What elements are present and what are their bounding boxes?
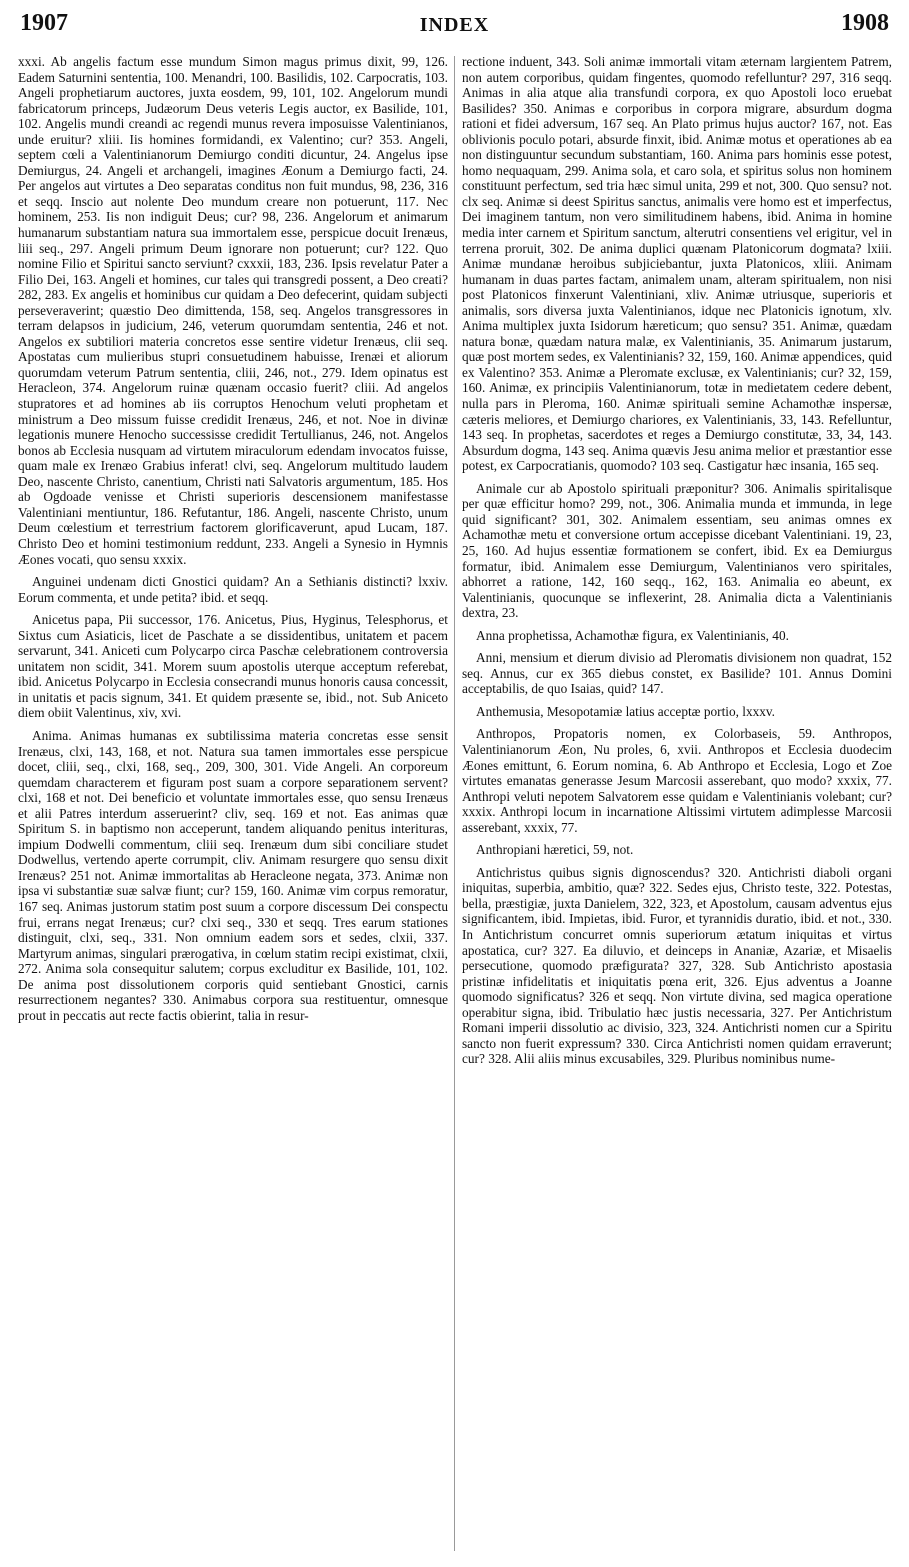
index-entry: Anni, mensium et dierum divisio ad Pleromatis divisionem non quadrat, 152 seq. Annus, cur ex 365 diebus constet, ex Basilide? 101. Annus Domini acceptabilis, de quo Isaias, quid? 147. xyxy=(462,650,892,697)
left-column xyxy=(18,54,448,1559)
page-number-left: 1907 xyxy=(20,10,68,36)
index-entry: Antichristus quibus signis dignoscendus? 320. Antichristi diaboli organi iniquitas, superbia, ambitio, quæ? 322. Sedes ejus, Christo teste, 322. Potestas, bella, præstigiæ, juxta Danielem, 322, 323, et Apostolum, causam adventus ejus significantem, ibid. Impietas, ibid. Furor, et tyrannidis duratio, ibid. et not., 330. In Antichristum concurret omnis superiorum ætatum iniquitas et virtus apostatica, cur? 327. Ea diluvio, et deinceps in Ananiæ, Azariæ, et Misaelis persecutione, quomodo præfigurata? 327, 328. Sub Antichristo apostasia pristinæ infidelitatis et iniquitatis pœna erit, 326. Ejus adventus a Joanne quomodo significatus? 326 et seqq. Non virtute divina, sed magica operatione operabitur signa, ibid. Tribulatio hæc justis necessaria, 327. Per Antichristum Romani imperii dissolutio ac divisio, 323, 324. Antichristi nomen cur a Spiritu sancto non fuerit expressum? 330. Circa Antichristi nomen quidam erraverunt; cur? 328. Alii aliis minus excusabiles, 329. Pluribus nominibus nume- xyxy=(462,864,892,1067)
page-number-right: 1908 xyxy=(841,10,889,36)
index-entry: Anthropos, Propatoris nomen, ex Colorbaseis, 59. Anthropos, Valentinianorum Æon, Nu proles, 6, xvii. Anthropos et Ecclesia duodecim Æones emittunt, 6. Eorum nomina, 6. Ab Anthropo et Ecclesia, Logo et Zoe virtutes emanatas generasse Jesum Marcosii asserebant, quo modo? xxxix, 77. Anthropi veluti nepotem Salvatorem esse quidam e Valentinianis volebant; cur? xxxix. Anthropi locum in incarnatione Altissimi virtutem adimplesse Marcosii asserebant, xxxix, 77. xyxy=(462,726,892,835)
index-entry: Animale cur ab Apostolo spirituali præponitur? 306. Animalis spiritalisque per quæ efficitur homo? 299, not., 306. Animalia munda et immunda, in lege quid significant? 301, 302. Animalem essentiam, seu animas omnes ex Achamothæ metu et conversione ortum accepisse dicebant Valentiniani. 19, 23, 25, 160. Ad hujus essentiæ formationem se confert, ibid. Ex ea Demiurgus formatur, ibid. Animalem esse Demiurgum, Valentinianos vero spiritales, abhorret a ratione, 142, 160 seqq., 162, 163. Animalia eo abeunt, ex Valentinianis, quocunque se inflexerint, 28. Animalia dicta a Valentinianis dextra, 23. xyxy=(462,480,892,621)
index-entry: rectione induent, 343. Soli animæ immortali vitam æternam largientem Patrem, non autem corporibus, quidam fingentes, quomodo refelluntur? 297, 316 seqq. Animas in alia atque alia transfundi corpora, ex quo Apostoli loco eruebat Basilides? 350. Animas e corporibus in corpora migrare, absurdum dogma rationi et fidei adversum, 167 seq. An Plato primus hujus auctor? 167, not. Eas oblivionis poculo potari, absurde finxit, ibid. Animæ motus et operationes ab ea non distinguuntur secundum substantiam, 160. Anima pars hominis esse potest, homo nequaquam, 299. Anima sola, et caro sola, et spiritus solus non hominem constituunt perfectum, sed tria hæc simul unita, 299 et not, 300. Quo sensu? not. clx seq. Animæ si deest Spiritus sanctus, animalis vere homo est et imperfectus, Dei imaginem tantum, non vero similitudinem habens, ibid. Anima in homine media inter carnem et Spiritum sanctum, alterutri consentiens vel erigitur, vel in terrena proruit, 302. De anima duplici quænam Platonicorum dogmata? lxiii. Animæ mundanæ heroibus subjiciebantur, juxta Platonicos, xliii. Animam humanam in duas partes factam, animalem unam, alteram spiritualem, non nisi post Platonicos finxerunt Valentiniani, xliv. Animæ utriusque, superioris et animalis, sors diversa juxta Valentinianos, idque nec Platonicis ignotum, xlv. Anima multiplex juxta Isidorum hæreticum; quo sensu? 351. Animæ, quædam natura bonæ, quædam natura malæ, ex Valentinianis, 35. Animarum justarum, quæ post mortem sedes, ex Valentinianis? 32, 159, 160. Animæ appendices, quid ex Valentino? 353. Animæ a Pleromate exclusæ, ex Valentinianis; cur? 32, 159, 160. Animæ, ex principiis Valentinianorum, totæ in medietatem cedere debent, nulla pars in Pleroma, 160. Animæ spirituali semine Achamothæ inspersæ, cæteris meliores, et Demiurgo chariores, ex Valentinianis, 33, 143. Refelluntur, 143 seq. In prophetas, sacerdotes et reges a Demiurgo constitutæ, 33, 34, 143. Absurdum dogma, 143 seq. Anima quævis Jesu anima melior et præstantior esse potest, ex Carpocratianis, quomodo? 103 seq. Castigatur hæc insania, 165 seq. xyxy=(462,54,892,474)
index-entry: xxxi. Ab angelis factum esse mundum Simon magus primus dixit, 99, 126. Eadem Saturnini sententia, 100. Menandri, 100. Basilidis, 102. Carpocratis, 103. Angeli prophetiarum auctores, juxta eosdem, 99, 101, 102. Angelorum mundi fabricatorum princeps, Judæorum Deus veteris Legis auctor, ex Basilide, 101, 102. Angelis mundi creandi ac regendi munus revera imposuisse Valentinianos, unde eruitur? xliii. Iis homines formidandi, ex Valentino; cur? 353. Angeli, septem cœli a Valentinianorum Demiurgo conditi dicuntur, 24. Angelus ipse Demiurgus, 24. Angeli et archangeli, imagines Æonum a Demiurgo facti, 24. Per angelos aut virtutes a Deo separatas conditus non fuit mundus, 98, 236, 316 et seqq. Inscio aut nolente Deo mundum creare non potuerunt, 117. Nec hominem, 253. Iis non indiguit Deus; cur? 98, 236. Angelorum et animarum humanarum substantiam natura sua immortalem esse, perspicue docuit Irenæus, liii seq., 297. Angeli primum Deum ignorare non potuerunt; cur? 122. Quo nomine Filio et Spiritui sancto serviunt? cxxxii, 183, 236. Ipsis revelatur Pater a Filio Dei, 163. Angeli et homines, cur tales qui transgredi possent, a Deo creati? 282, 283. Ex angelis et hominibus cur quidam a Deo defecerint, quidam subjecti perseveraverint; quæstio Deo dimittenda, 158, seq. Angelos transgressores in terram delapsos in judicium, 246, veterum quorumdam sententia, 246 et not. Angelos ex subtiliori materia concretos esse sentire videtur Irenæus, clii seq. Apostatas cum mulieribus stupri consuetudinem habuisse, Irenæi et aliorum quorumdam veterum Patrum sententia, cliii, 246, not., 279. Idem opinatus est Heracleon, 374. Angelorum ruinæ quænam occasio fuerit? cliii. Ad angelos stupratores et ad homines ab iis corruptos Henochum veluti prophetam et ministrum a Deo missum fuisse credidit Irenæus, 246, et not. Noe in divinæ legationis munere Henocho successisse credidit Tertullianus, 246, not. Angelos bonos ab Ecclesia nusquam ad virtutem miraculorum edendam invocatos fuisse, quam male ex Irenæo Grabius inferat! clvi, seq. Angelorum multitudo laudem Deo, nascente Christo, canentium, Christi nati Salvatoris argumentum, 185. Hos ab Ogdoade venisse et Christi superioris descensionem manifestasse Valentiniani mentiuntur, 186. Refutantur, 186. Angeli, nascente Christo, unum Deum cœlestium et terrestrium factorem glorificaverunt, apud Lucam, 187. Christo Deo et homini testimonium reddunt, 233. Angeli a Synesio in Hymnis Æones vocati, quo sensu xxxix. xyxy=(18,54,448,567)
column-divider xyxy=(454,56,455,1551)
index-entry: Anima. Animas humanas ex subtilissima materia concretas esse sensit Irenæus, clxi, 143, 168, et not. Natura sua tamen immortales esse perspicue docet, cliii, seq., clxi, 168, seq., 209, 300, 301. Vide Angeli. An corporeum quemdam characterem et figuram post suam a corpore separationem servent? clxi, 168 et not. Dei beneficio et voluntate immortales esse, quo sensu Irenæus et alii Patres interdum asseruerint? cliv, seq. 169 et not. Eas animas quæ Spiritum S. in baptismo non acceperunt, tandem aliquando penitus interituras, impium Dodwelli commentum, cliii seq. Irenæum dum sibi conciliare studet Dodwellus, vertendo aperte corrumpit, cliv. Animam resurgere quo sensu dixit Irenæus? 251 not. Animæ immortalitas ab Heracleone negata, 373. Animæ non ipsa vi substantiæ suæ salvæ fiunt; cur? 159, 160. Animæ vim corpus remoratur, 167 seq. Animas justorum statim post suum a corpore discessum Dei conspectu frui, errans negat Irenæus; cur? clxi seq., 330 et seqq. Tres earum stationes distinguit, clxi, seq., 331. Non omnium eadem sors et sedes, clxii, 337. Martyrum animas, singulari prærogativa, in cœlum statim recipi existimat, clxii, 272. Anima sola consequitur salutem; corpus excluditur ex Basilide, 101, 102. De anima post dissolutionem corporis quid sentiebant Gnostici, carnis resurrectionem negantes? 330. Animabus corpora sua restituentur, omnesque prout in peccatis aut recte factis obierint, talia in resur- xyxy=(18,727,448,1023)
index-entry: Anguinei undenam dicti Gnostici quidam? An a Sethianis distincti? lxxiv. Eorum commenta, et unde petita? ibid. et seqq. xyxy=(18,574,448,605)
index-entry: Anthropiani hæretici, 59, not. xyxy=(476,842,634,858)
index-entry: Anthemusia, Mesopotamiæ latius acceptæ portio, lxxxv. xyxy=(476,703,776,719)
page-header xyxy=(20,10,889,44)
index-entry: Anicetus papa, Pii successor, 176. Anicetus, Pius, Hyginus, Telesphorus, et Sixtus cum Asiaticis, licet de Paschate a se dissidentibus, unitatem et pacem servarunt, 341. Aniceti cum Polycarpo circa Paschæ celebrationem controversia unitatem non scidit, 341. Morem suum apostolis uterque acceptum referebat, ibid. Anicetus Polycarpo in Ecclesia consecrandi munus honoris causa concessit, in unitatis et pacis signum, 341. Et quidem præsente se, ibid., not. Sub Aniceto diem obiit Valentinus, xiv, xvi. xyxy=(18,612,448,721)
index-entry: Anna prophetissa, Achamothæ figura, ex Valentinianis, 40. xyxy=(476,627,789,643)
running-title: INDEX xyxy=(419,14,490,36)
right-column xyxy=(462,54,892,1559)
